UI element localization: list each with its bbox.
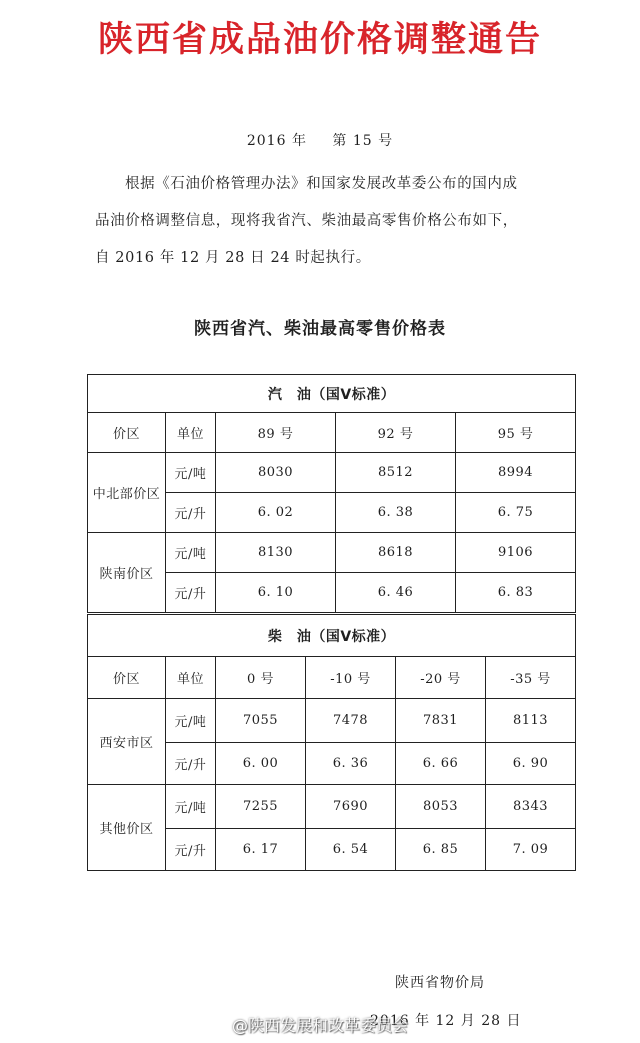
price-cell: 6. 90 [486, 743, 576, 785]
price-cell: 7055 [216, 699, 306, 743]
paragraph-line: 根据《石油价格管理办法》和国家发展改革委公布的国内成 [125, 176, 518, 192]
price-cell: 6. 00 [216, 743, 306, 785]
column-header: 单位 [166, 413, 216, 453]
unit-cell: 元/升 [166, 493, 216, 533]
price-cell: 6. 85 [396, 829, 486, 871]
price-cell: 6. 75 [456, 493, 576, 533]
gasoline-price-table [87, 374, 576, 613]
column-header: -10 号 [306, 657, 396, 699]
issue-date: 2016 年 12 月 28 日 [370, 1013, 522, 1029]
table-row [88, 785, 576, 829]
price-cell: 8130 [216, 533, 336, 573]
unit-cell: 元/吨 [166, 699, 216, 743]
price-cell: 7255 [216, 785, 306, 829]
unit-cell: 元/升 [166, 829, 216, 871]
table-row [88, 699, 576, 743]
price-cell: 6. 38 [336, 493, 456, 533]
price-cell: 8053 [396, 785, 486, 829]
price-table-title: 陕西省汽、柴油最高零售价格表 [194, 319, 446, 339]
price-cell: 6. 83 [456, 573, 576, 613]
table-row [88, 533, 576, 573]
price-cell: 6. 66 [396, 743, 486, 785]
price-cell: 6. 02 [216, 493, 336, 533]
unit-cell: 元/升 [166, 743, 216, 785]
gasoline-section-header: 汽 油（国Ⅴ标准） [88, 375, 576, 413]
watermark: @陕西发展和改革委员会 [232, 1016, 409, 1035]
price-cell: 8030 [216, 453, 336, 493]
price-cell: 8994 [456, 453, 576, 493]
column-header: 0 号 [216, 657, 306, 699]
column-header: 单位 [166, 657, 216, 699]
table-row [88, 453, 576, 493]
region-cell: 其他价区 [88, 785, 166, 871]
region-cell: 陕南价区 [88, 533, 166, 613]
price-cell: 7478 [306, 699, 396, 743]
region-cell: 西安市区 [88, 699, 166, 785]
price-cell: 8113 [486, 699, 576, 743]
column-header: 92 号 [336, 413, 456, 453]
price-cell: 6. 46 [336, 573, 456, 613]
announcement-paragraph [95, 166, 585, 277]
column-header: 95 号 [456, 413, 576, 453]
table-header-row [88, 657, 576, 699]
column-header: -20 号 [396, 657, 486, 699]
unit-cell: 元/吨 [166, 453, 216, 493]
price-cell: 8512 [336, 453, 456, 493]
unit-cell: 元/吨 [166, 785, 216, 829]
column-header: 价区 [88, 413, 166, 453]
price-cell: 9106 [456, 533, 576, 573]
column-header: -35 号 [486, 657, 576, 699]
region-cell: 中北部价区 [88, 453, 166, 533]
column-header: 89 号 [216, 413, 336, 453]
diesel-price-table [87, 614, 576, 871]
price-cell: 6. 36 [306, 743, 396, 785]
paragraph-line: 品油价格调整信息，现将我省汽、柴油最高零售价格公布如下， [95, 213, 518, 229]
document-number [0, 130, 640, 150]
price-cell: 8618 [336, 533, 456, 573]
price-cell: 6. 54 [306, 829, 396, 871]
issuing-organization: 陕西省物价局 [395, 975, 485, 991]
page-title: 陕西省成品油价格调整通告 [97, 20, 542, 60]
unit-cell: 元/吨 [166, 533, 216, 573]
price-cell: 6. 10 [216, 573, 336, 613]
column-header: 价区 [88, 657, 166, 699]
doc-number: 第 15 号 [332, 133, 394, 149]
price-cell: 6. 17 [216, 829, 306, 871]
diesel-section-header: 柴 油（国Ⅴ标准） [88, 615, 576, 657]
price-cell: 7831 [396, 699, 486, 743]
unit-cell: 元/升 [166, 573, 216, 613]
price-cell: 7. 09 [486, 829, 576, 871]
doc-year: 2016 年 [246, 133, 307, 149]
table-header-row [88, 413, 576, 453]
price-cell: 7690 [306, 785, 396, 829]
paragraph-line: 自 2016 年 12 月 28 日 24 时起执行。 [95, 250, 371, 266]
price-cell: 8343 [486, 785, 576, 829]
